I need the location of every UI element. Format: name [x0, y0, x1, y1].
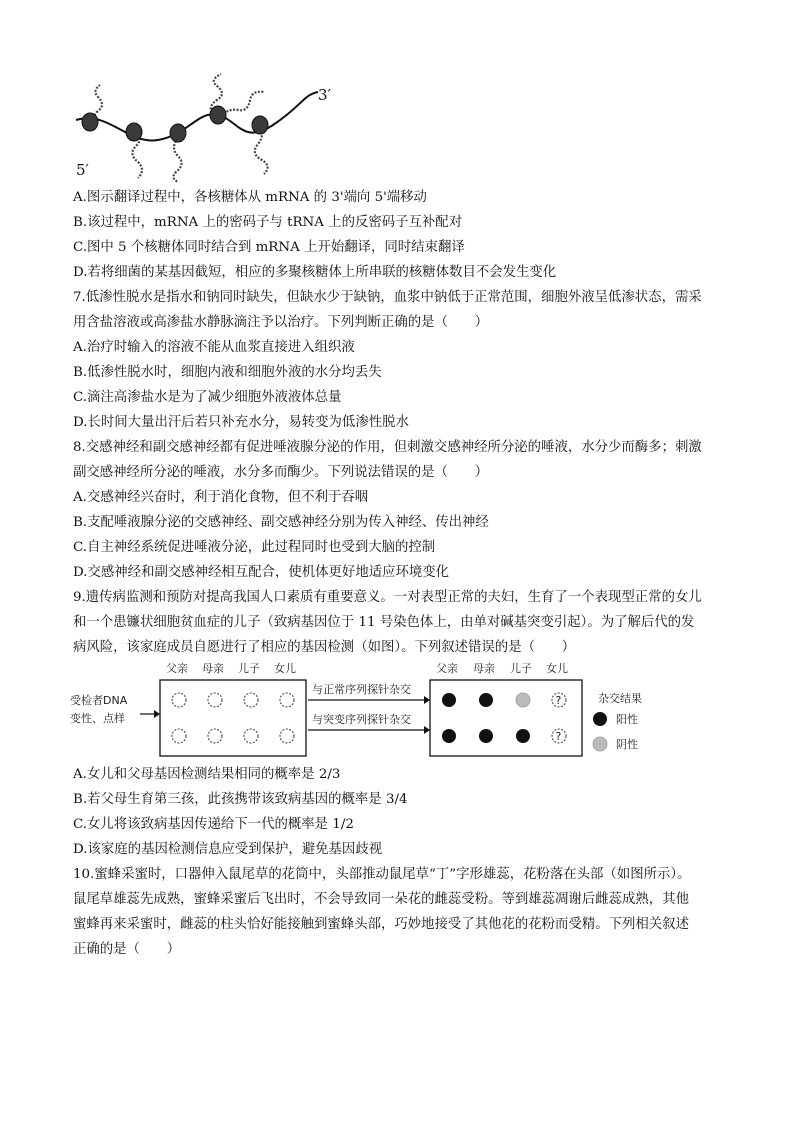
q8-option-d: D.交感神经和副交感神经相互配合，使机体更好地适应环境变化 — [73, 565, 450, 580]
q6-option-c: C.图中 5 个核糖体同时结合到 mRNA 上开始翻译，同时结束翻译 — [73, 240, 465, 255]
q9-option-c: C.女儿将该致病基因传递给下一代的概率是 1/2 — [73, 817, 354, 832]
ribosome-3 — [170, 124, 186, 142]
member-son-label: 儿子 — [238, 662, 260, 675]
result-unknown-mark-normal: ? — [555, 694, 562, 707]
member-daughter-label: 女儿 — [274, 662, 296, 675]
q7-option-b: B.低渗性脱水时，细胞内液和细胞外液的水分均丢失 — [73, 365, 382, 380]
legend-title: 杂交结果 — [598, 692, 642, 705]
result-dot-normal-0 — [442, 693, 456, 707]
result-dots — [442, 693, 566, 743]
members-after — [436, 661, 568, 675]
sample-label-line1: 受检者DNA — [70, 694, 128, 707]
polyribosome-figure — [68, 70, 368, 188]
arrow-top-label: 与正常序列探针杂交 — [312, 683, 411, 696]
arrow-top-head — [424, 696, 430, 704]
q8-option-a: A.交感神经兴奋时，利于消化食物，但不利于吞咽 — [73, 490, 369, 505]
legend-negative-dot — [593, 737, 607, 751]
membrane-before — [160, 680, 306, 756]
member-son-label-after: 儿子 — [510, 662, 532, 675]
result-dot-mutant-1 — [479, 729, 493, 743]
member-mother-label-after: 母亲 — [473, 662, 495, 675]
q7-option-c: C.滴注高渗盐水是为了减少细胞外液液体总量 — [73, 390, 342, 405]
q9-option-d: D.该家庭的基因检测信息应受到保护，避免基因歧视 — [73, 842, 383, 857]
q7-stem-line2: 用含盐溶液或高渗盐水静脉滴注予以治疗。下列判断正确的是（ ） — [73, 315, 489, 330]
q6-option-a: A.图示翻译过程中，各核糖体从 mRNA 的 3'端向 5'端移动 — [73, 190, 427, 205]
label-3prime: 3′ — [318, 86, 331, 104]
q7-stem-line1: 7.低渗性脱水是指水和钠同时缺失，但缺水少于缺钠，血浆中钠低于正常范围，细胞外液呈低渗状态，需采 — [73, 290, 702, 305]
q7-option-d: D.长时间大量出汗后若只补充水分，易转变为低渗性脱水 — [73, 415, 409, 430]
members-before — [166, 661, 296, 675]
q6-option-b: B.该过程中，mRNA 上的密码子与 tRNA 上的反密码子互补配对 — [73, 215, 463, 230]
label-5prime: 5′ — [76, 161, 89, 179]
membrane-after — [430, 680, 582, 756]
ribosome-1 — [82, 113, 98, 131]
result-unknown-mark-mutant: ? — [555, 730, 562, 743]
member-father-label: 父亲 — [166, 662, 188, 675]
q6-option-d: D.若将细菌的某基因截短，相应的多聚核糖体上所串联的核糖体数目不会发生变化 — [73, 265, 557, 280]
arrow-bottom-label: 与突变序列探针杂交 — [312, 713, 411, 726]
ribosome-5 — [252, 116, 268, 134]
q8-option-c: C.自主神经系统促进唾液分泌，此过程同时也受到大脑的控制 — [73, 540, 436, 555]
member-father-label-after: 父亲 — [436, 662, 458, 675]
q10-stem-line2: 鼠尾草雄蕊先成熟，蜜蜂采蜜后飞出时，不会导致同一朵花的雌蕊受粉。等到雄蕊凋谢后雌蕊成熟，其他 — [73, 892, 689, 907]
q8-stem-line1: 8.交感神经和副交感神经都有促进唾液腺分泌的作用，但刺激交感神经所分泌的唾液，水分少而酶多；刺激 — [73, 440, 702, 455]
input-arrowhead — [154, 710, 160, 718]
q10-stem-line3: 蜜蜂再来采蜜时，雌蕊的柱头恰好能接触到蜜蜂头部，巧妙地接受了其他花的花粉而受精。下列相关叙述 — [73, 917, 689, 932]
mrna-strand — [76, 92, 318, 140]
arrow-bottom-head — [424, 726, 430, 734]
ribosome-2 — [126, 123, 142, 141]
result-dot-mutant-0 — [442, 729, 456, 743]
q9-option-a: A.女儿和父母基因检测结果相同的概率是 2/3 — [73, 767, 341, 782]
member-mother-label: 母亲 — [202, 662, 224, 675]
q10-stem-line4: 正确的是（ ） — [73, 942, 181, 957]
ribosome-4 — [210, 106, 226, 124]
gene-detection-figure — [68, 660, 728, 760]
legend-positive-dot — [593, 712, 607, 726]
result-dot-mutant-2 — [516, 729, 530, 743]
result-dot-normal-2 — [516, 693, 530, 707]
member-daughter-label-after: 女儿 — [546, 662, 568, 675]
dots-before — [172, 693, 294, 743]
q9-stem-line3: 病风险，该家庭成员自愿进行了相应的基因检测（如图）。下列叙述错误的是（ ） — [73, 640, 576, 655]
sample-label-line2: 变性、点样 — [70, 712, 125, 725]
q10-stem-line1: 10.蜜蜂采蜜时，口器伸入鼠尾草的花筒中，头部推动鼠尾草“丁”字形雄蕊，花粉落在头部（如图所示）。 — [73, 867, 691, 882]
q9-stem-line1: 9.遗传病监测和预防对提高我国人口素质有重要意义。一对表型正常的夫妇，生育了一个表现型正常的女儿 — [73, 590, 702, 605]
q9-option-b: B.若父母生育第三孩，此孩携带该致病基因的概率是 3/4 — [73, 792, 408, 807]
q8-option-b: B.支配唾液腺分泌的交感神经、副交感神经分别为传入神经、传出神经 — [73, 515, 489, 530]
q7-option-a: A.治疗时输入的溶液不能从血浆直接进入组织液 — [73, 340, 355, 355]
q8-stem-line2: 副交感神经所分泌的唾液，水分多而酶少。下列说法错误的是（ ） — [73, 465, 489, 480]
q9-stem-line2: 和一个患镰状细胞贫血症的儿子（致病基因位于 11 号染色体上，由单对碱基突变引起）。为了解后代的发 — [73, 615, 695, 630]
legend-negative-label: 阴性 — [616, 738, 638, 751]
legend-positive-label: 阳性 — [616, 713, 638, 726]
result-dot-normal-1 — [479, 693, 493, 707]
